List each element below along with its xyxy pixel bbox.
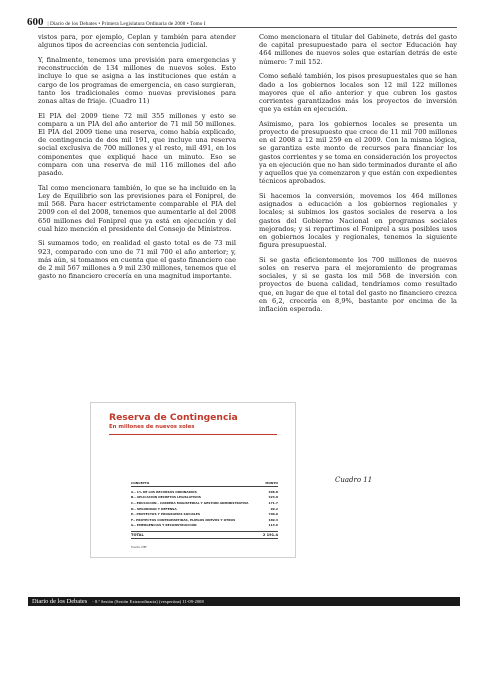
total-label: TOTAL [131, 533, 144, 538]
figure-source: Fuente: MEF [131, 546, 147, 549]
paragraph: Si hacemos la conversión, movemos los 464 millones asignados a educación a los gobiernos regionales y locales; si subimos los gastos sociales de reserva a los gastos del Gobierno Nacional en programas sociales mejorados; y si repartimos el Foniprel a sus posibles usos en gobiernos locales y regionales, tenemos la siguiente figura presupuestal. [259, 191, 457, 250]
paragraph: Como señalé también, los pisos presupuestales que se han dado a los gobiernos locales son 12 mil 122 millones mayores que el año anterior y que cubren los gastos corrientes garantizados más los proyectos de inversión que ya están en ejecución. [259, 72, 457, 114]
figure-table [131, 481, 278, 539]
row-value: 700.0 [268, 512, 278, 517]
page-footer [28, 597, 460, 606]
footer-title: Diario de los Debates [32, 598, 88, 605]
paragraph: Si sumamos todo, en realidad el gasto total es de 73 mil 923, comparado con uno de 71 mil 700 el año anterior; y, más aún, si tomamos en cuenta que el gasto financiero cae de 2 mil 567 millones a 9 mil 230 millones, tenemos que el gasto no financiero crecería en una magnitud importante. [38, 239, 236, 281]
table-header [131, 481, 278, 487]
table-row [131, 523, 278, 529]
figure-title: Reserva de Contingencia [109, 412, 238, 423]
row-value: 189.3 [268, 517, 278, 522]
row-label: C.- EDUCACIÓN - CARRERA MAGISTERIAL Y GESTIÓN ADMINISTRATIVA [131, 500, 249, 505]
column-concept: CONCEPTO [131, 481, 150, 485]
paragraph: El PIA del 2009 tiene 72 mil 355 millones y esto se compara a un PIA del año anterior de 71 mil 50 millones. El PIA del 2009 tiene una reserva, como había explicado, de contingencia de dos mil 191, que incluye una reserva social exclusiva de 700 millones y el resto, mil 491, en los componentes que expliqué hace un minuto. Eso se compara con una reserva de mil 116 millones del año pasado. [38, 111, 236, 178]
figure-caption: Cuadro 11 [335, 476, 373, 484]
column-amount: MONTO [265, 481, 278, 485]
right-column [259, 33, 457, 320]
row-label: E.- PROYECTOS Y PROGRAMAS SOCIALES [131, 512, 201, 517]
figure-title-rule [109, 434, 277, 435]
paragraph: Si se gasta eficientemente los 700 millones de nuevos soles en reserva para el mejoramiento de programas sociales, y si se gasta los mil 568 de inversión con proyectos de buena calidad, tendríamos como resultado que, en lugar de que el total del gasto no financiero crezca en 6,2, crecería en 8,9%, bastante por encima de la inflación esperada. [259, 255, 457, 314]
figure-subtitle: En millones de nuevos soles [109, 424, 195, 430]
table-total-row [131, 531, 278, 539]
running-title: | Diario de los Debates • Primera Legislatura Ordinaria de 2008 • Tomo I [47, 21, 206, 27]
paragraph: Asimismo, para los gobiernos locales se presenta un proyecto de presupuesto que crece de 11 mil 700 millones en el 2008 a 12 mil 259 en el 2009. Con la misma lógica, se garantiza este monto de recursos para financiar los gastos corrientes y se toma en consideración los proyectos ya en ejecución que no han sido terminados durante el año y aquellos que ya comenzaron y que están con expedientes técnicos aprobados. [259, 119, 457, 186]
row-label: F.- PROYECTOS CONTRAPARTIDAS, PLIEGOS NUEVOS Y OTROS [131, 517, 236, 522]
row-value: 99.2 [270, 506, 278, 511]
row-value: 171.7 [268, 500, 278, 505]
row-value: 423.8 [268, 495, 278, 500]
row-label: B.- APLICACIÓN DECRETOS LEGISLATIVOS [131, 495, 201, 500]
header-rule [38, 27, 457, 28]
paragraph: Y, finalmente, tenemos una previsión para emergencias y reconstrucción de 134 millones de nuevos soles. Esto incluye lo que se asigna a las instituciones que están a cargo de los programas de emergencia, en caso surgieran, tanto los tradicionales como nuevas previsiones para zonas altas de friaje. (Cuadro 11) [38, 55, 236, 105]
row-label: D.- SEGURIDAD Y DEFENSA [131, 506, 177, 511]
total-value: 2 191.4 [262, 533, 278, 538]
row-value: 498.8 [268, 489, 278, 494]
figure-reserva-contingencia [90, 402, 296, 558]
left-column [38, 33, 236, 287]
paragraph: Tal como mencionara también, lo que se ha incluido en la Ley de Equilibrio son las previsiones para el Foniprel, de mil 568. Para hacer estrictamente comparable el PIA del 2009 con el del 2008, tenemos que aumentarle al del 2008 650 millones del Foniprel que ya está en ejecución y del cual hizo mención el presidente del Consejo de Ministros. [38, 183, 236, 233]
paragraph: vistos para, por ejemplo, Ceplan y también para atender algunos tipos de acreencias con sentencia judicial. [38, 33, 236, 50]
footer-session: - 8.ª Sesión (Sesión Extraordinaria) (vespertina) 11-09-2008 [92, 599, 204, 604]
row-label: A.- 1% DE LOS RECURSOS ORDINARIOS [131, 489, 197, 494]
paragraph: Como mencionara el titular del Gabinete, detrás del gasto de capital presupuestado para el sector Educación hay 464 millones de nuevos soles que estarían detrás de este número: 7 mil 152. [259, 33, 457, 66]
row-label: G.- EMERGENCIAS Y RECONSTRUCCIÓN [131, 523, 197, 528]
row-value: 113.6 [268, 523, 278, 528]
page-number: 600 [27, 16, 44, 28]
